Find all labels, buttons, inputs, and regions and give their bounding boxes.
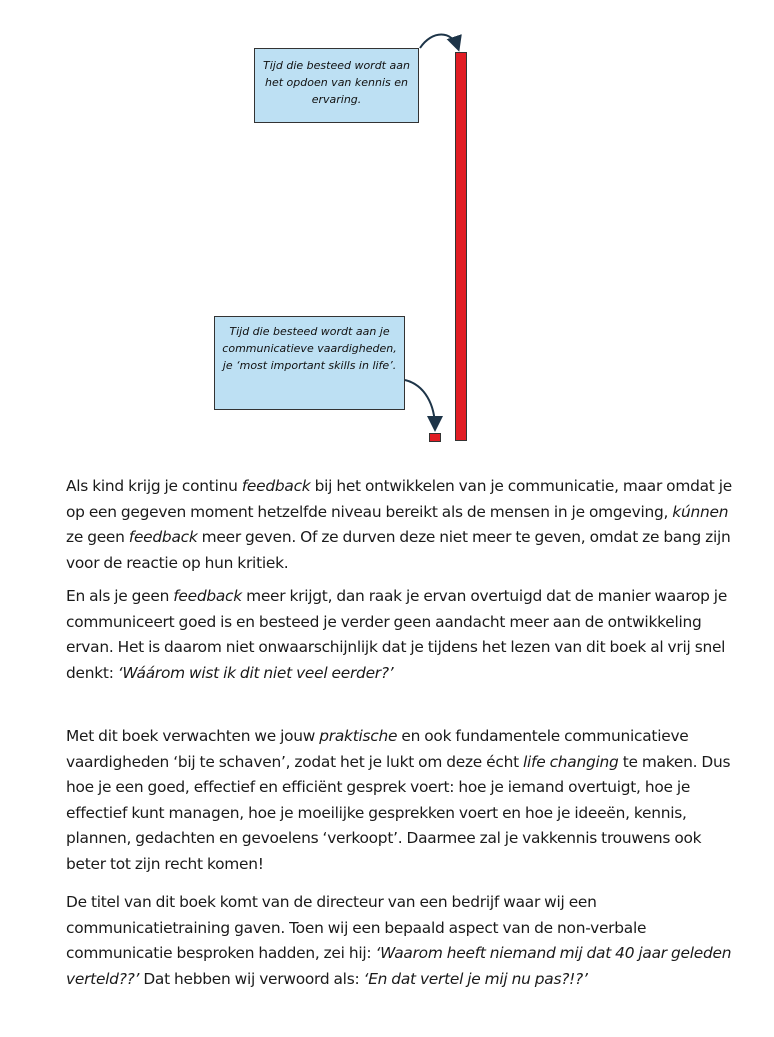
arrow-bottom: [405, 380, 435, 428]
emphasis: ‘En dat vertel je mij nu pas?!?’: [363, 969, 588, 988]
emphasis: life changing: [523, 752, 619, 771]
callout-communication: Tijd die besteed wordt aan je communicatieve vaardigheden, je ‘most important skills in life’.: [214, 316, 405, 410]
text-run: En als je geen: [66, 587, 174, 605]
text-run: Als kind krijg je continu: [66, 477, 242, 495]
arrow-top: [420, 35, 458, 49]
time-comparison-figure: [0, 0, 774, 460]
emphasis: feedback: [128, 528, 198, 546]
emphasis: ‘Wáárom wist ik dit niet veel eerder?’: [117, 663, 394, 682]
text-run: Met dit boek verwachten we jouw: [66, 727, 320, 745]
emphasis: ‘Waarom heeft niemand mij dat 40 jaar geleden verteld??’: [66, 944, 732, 988]
paragraph-2: [66, 584, 736, 686]
text-run: De titel van dit boek komt van de directeur van een bedrijf waar wij een communicatietraining gaven. Toen wij een bepaald aspect van de non-verbale communicatie besproken hadden, zei hij:: [66, 893, 647, 962]
emphasis: feedback: [241, 477, 311, 495]
text-run: meer geven. Of ze durven deze niet meer te geven, omdat ze bang zijn voor de reactie op hun kritiek.: [66, 528, 731, 572]
text-run: en ook fundamentele communicatieve vaardigheden ‘bij te schaven’, zodat het je lukt om deze écht: [66, 727, 689, 771]
text-run: meer krijgt, dan raak je ervan overtuigd dat de manier waarop je communiceert goed is en besteed je verder geen aandacht meer aan de ontwikkeling ervan. Het is daarom niet onwaarschijnlijk dat je tijdens het lezen van dit boek al vrij snel denkt:: [66, 587, 728, 682]
body-text: [66, 474, 736, 992]
text-run: ze geen: [66, 528, 129, 546]
paragraph-3: [66, 724, 736, 877]
text-run: Dat hebben wij verwoord als:: [139, 969, 364, 988]
emphasis: praktische: [319, 727, 398, 745]
paragraph-4: [66, 890, 736, 992]
arrows: [0, 0, 774, 460]
emphasis: feedback: [173, 587, 242, 605]
emphasis: kúnnen: [672, 502, 729, 521]
paragraph-1: [66, 474, 736, 576]
text-run: bij het ontwikkelen van je communicatie, maar omdat je op een gegeven moment hetzelfde niveau bereikt als de mensen in je omgeving,: [66, 477, 732, 521]
text-run: te maken. Dus hoe je een goed, effectief en efficiënt gesprek voert: hoe je iemand overtuigt, hoe je effectief kunt managen, hoe je moeilijke gesprekken voert en hoe je ideeën, kennis, plannen, gedachten en gevoelens ‘verkoopt’. Daarmee zal je vakkennis trouwens ook beter tot zijn recht komen!: [66, 752, 731, 873]
callout-knowledge: Tijd die besteed wordt aan het opdoen van kennis en ervaring.: [254, 48, 419, 123]
